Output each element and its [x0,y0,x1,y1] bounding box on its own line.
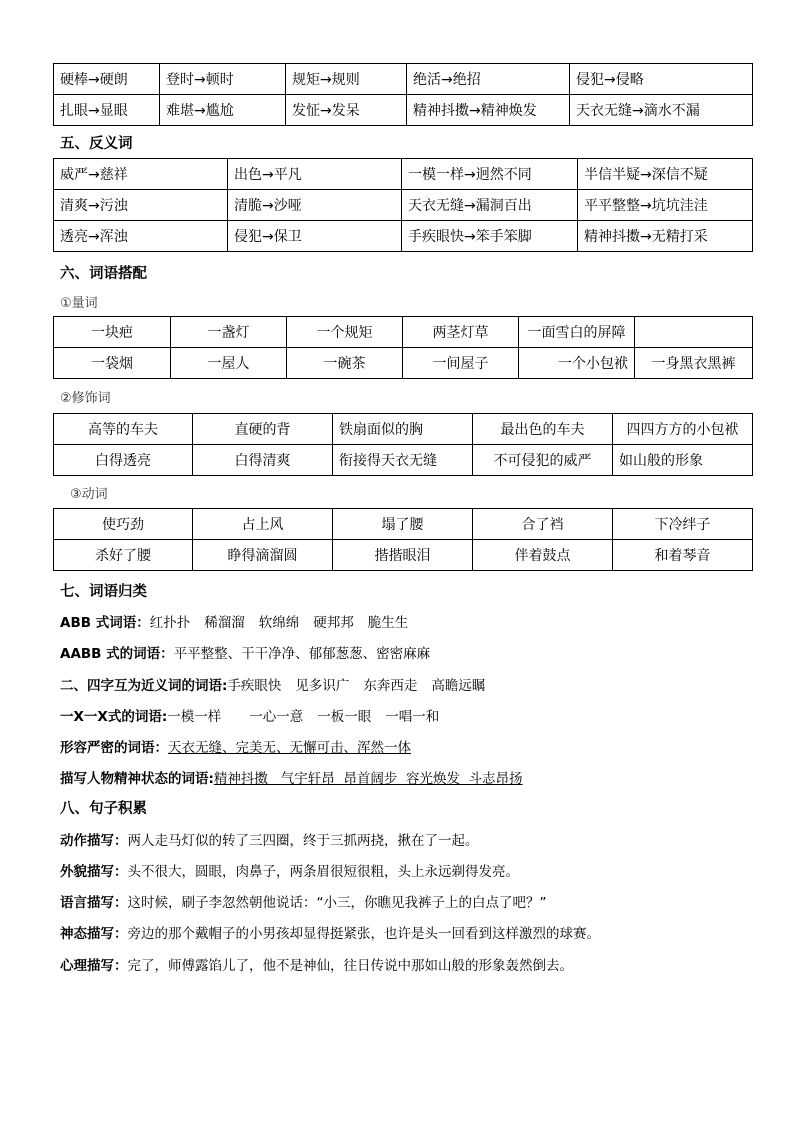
table-cell: 杀好了腰 [54,540,193,571]
spirit-label: 描写人物精神状态的词语: [60,771,214,787]
sentence-text: 头不很大，圆眼，肉鼻子，两条眉很短很粗，头上永远剃得发亮。 [127,864,519,880]
table-cell: 塌了腰 [333,509,473,540]
table-cell: 和着琴音 [613,540,753,571]
table-cell: 清脆→沙哑 [228,190,402,221]
word: 软绵绵 [258,615,300,631]
table-cell: 如山般的形象 [613,445,753,476]
table-cell: 半信半疑→深信不疑 [578,159,753,190]
section-title-antonyms: 五、反义词 [60,136,133,152]
word: 一心一意 [249,709,304,725]
table-cell: 手疾眼快→笨手笨脚 [402,221,578,252]
table-cell: 发怔→发呆 [286,95,407,126]
table-cell: 一间屋子 [403,348,519,379]
measure-word-table [53,316,753,379]
aabb-words-line [60,642,430,662]
sentence-line [60,954,573,974]
sentence-line [60,922,600,942]
four-char-label: 二、四字互为近义词的词语: [60,678,228,694]
tight-label: 形容严密的词语： [60,740,168,756]
table-cell: 伴着鼓点 [473,540,613,571]
section-title-collocation: 六、词语搭配 [60,266,147,282]
table-cell: 天衣无缝→滴水不漏 [570,95,753,126]
table-cell: 一身黑衣黑裤 [635,348,753,379]
word: 一模一样 [167,709,222,725]
abb-words-line [60,611,408,631]
subsection-label-measure: ①量词 [60,296,98,311]
table-cell: 不可侵犯的威严 [473,445,613,476]
table-row [54,317,753,348]
table-cell: 一模一样→迥然不同 [402,159,578,190]
table-cell: 硬棒→硬朗 [54,64,160,95]
table-cell: 最出色的车夫 [473,414,613,445]
table-cell: 清爽→污浊 [54,190,228,221]
word: 见多识广 [295,678,350,694]
table-cell: 出色→平凡 [228,159,402,190]
word: 一唱一和 [385,709,440,725]
sentence-text: 旁边的那个戴帽子的小男孩却显得挺紧张，也许是头一回看到这样激烈的球赛。 [127,926,600,942]
modifier-table [53,413,753,476]
table-cell: 占上风 [193,509,333,540]
sentence-line [60,829,479,849]
tight-words: 天衣无缝、完美无、无懈可击、浑然一体 [168,740,411,756]
verb-table [53,508,753,571]
table-row [54,221,753,252]
sentence-label: 动作描写： [60,833,128,849]
table-cell: 一个规矩 [287,317,403,348]
subsection-label-modifier: ②修饰词 [60,391,111,406]
table-cell: 一面雪白的屏障 [519,317,635,348]
word: 东奔西走 [363,678,418,694]
table-cell: 侵犯→侵略 [570,64,753,95]
word: 高瞻远瞩 [431,678,486,694]
word: 红扑扑 [149,615,191,631]
aabb-words: 平平整整、干干净净、郁郁葱葱、密密麻麻 [173,646,431,662]
table-cell [635,317,753,348]
table-cell: 登时→顿时 [160,64,286,95]
sentence-label: 神态描写： [60,926,128,942]
table-row [54,414,753,445]
aabb-label: AABB 式的词语： [60,646,174,662]
table-cell: 平平整整→坑坑洼洼 [578,190,753,221]
table-cell: 精神抖擞→无精打采 [578,221,753,252]
table-cell: 规矩→规则 [286,64,407,95]
word: 手疾眼快 [227,678,282,694]
table-cell: 一屋人 [171,348,287,379]
table-row [54,159,753,190]
sentence-label: 心理描写： [60,958,128,974]
table-cell: 下冷绊子 [613,509,753,540]
sentence-line [60,860,519,880]
table-cell: 睁得滴溜圆 [193,540,333,571]
table-cell: 两茎灯草 [403,317,519,348]
yx-words-line [60,705,439,725]
table-row [54,509,753,540]
table-row [54,64,753,95]
table-cell: 精神抖擞→精神焕发 [407,95,570,126]
sentence-label: 外貌描写： [60,864,128,880]
tight-words-line [60,736,411,756]
table-cell: 侵犯→保卫 [228,221,402,252]
table-cell: 四四方方的小包袱 [613,414,753,445]
four-char-words-line [60,674,485,694]
section-title-classification: 七、词语归类 [60,584,147,600]
table-row [54,190,753,221]
sentence-text: 两人走马灯似的转了三四圈，终于三抓两挠，揪在了一起。 [127,833,479,849]
sentence-label: 语言描写： [60,895,128,911]
word: 脆生生 [367,615,409,631]
table-cell: 铁扇面似的胸 [333,414,473,445]
subsection-label-verbs: ③动词 [70,487,108,502]
antonym-table [53,158,753,252]
table-cell: 白得清爽 [193,445,333,476]
word: 一板一眼 [317,709,372,725]
table-row [54,95,753,126]
table-row [54,348,753,379]
table-cell: 高等的车夫 [54,414,193,445]
table-cell: 一碗茶 [287,348,403,379]
table-cell: 天衣无缝→漏洞百出 [402,190,578,221]
table-cell: 白得透亮 [54,445,193,476]
table-cell: 直硬的背 [193,414,333,445]
synonym-table [53,63,753,126]
table-cell: 衔接得天衣无缝 [333,445,473,476]
table-cell: 一袋烟 [54,348,171,379]
spirit-words-line [60,767,523,787]
word: 稀溜溜 [204,615,245,631]
yx-label: 一X一X式的词语: [60,709,168,725]
table-cell: 使巧劲 [54,509,193,540]
sentence-line [60,891,547,911]
table-cell: 扎眼→显眼 [54,95,160,126]
table-cell: 难堪→尴尬 [160,95,286,126]
table-row [54,540,753,571]
sentence-text: 完了，师傅露馅儿了，他不是神仙，往日传说中那如山般的形象轰然倒去。 [127,958,573,974]
word: 硬邦邦 [313,615,354,631]
sentence-text: 这时候，刷子李忽然朝他说话：“小三，你瞧见我裤子上的白点了吧？” [127,895,547,911]
abb-label: ABB 式词语： [60,615,150,631]
table-cell: 透亮→浑浊 [54,221,228,252]
table-cell: 揩揩眼泪 [333,540,473,571]
table-cell: 一盏灯 [171,317,287,348]
table-row [54,445,753,476]
table-cell: 一个小包袱 [519,348,635,379]
table-cell: 威严→慈祥 [54,159,228,190]
section-title-sentences: 八、句子积累 [60,801,147,817]
spirit-words: 精神抖擞 气宇轩昂 昂首阔步 容光焕发 斗志昂扬 [213,771,523,787]
table-cell: 绝活→绝招 [407,64,570,95]
table-cell: 一块疤 [54,317,171,348]
table-cell: 合了裆 [473,509,613,540]
